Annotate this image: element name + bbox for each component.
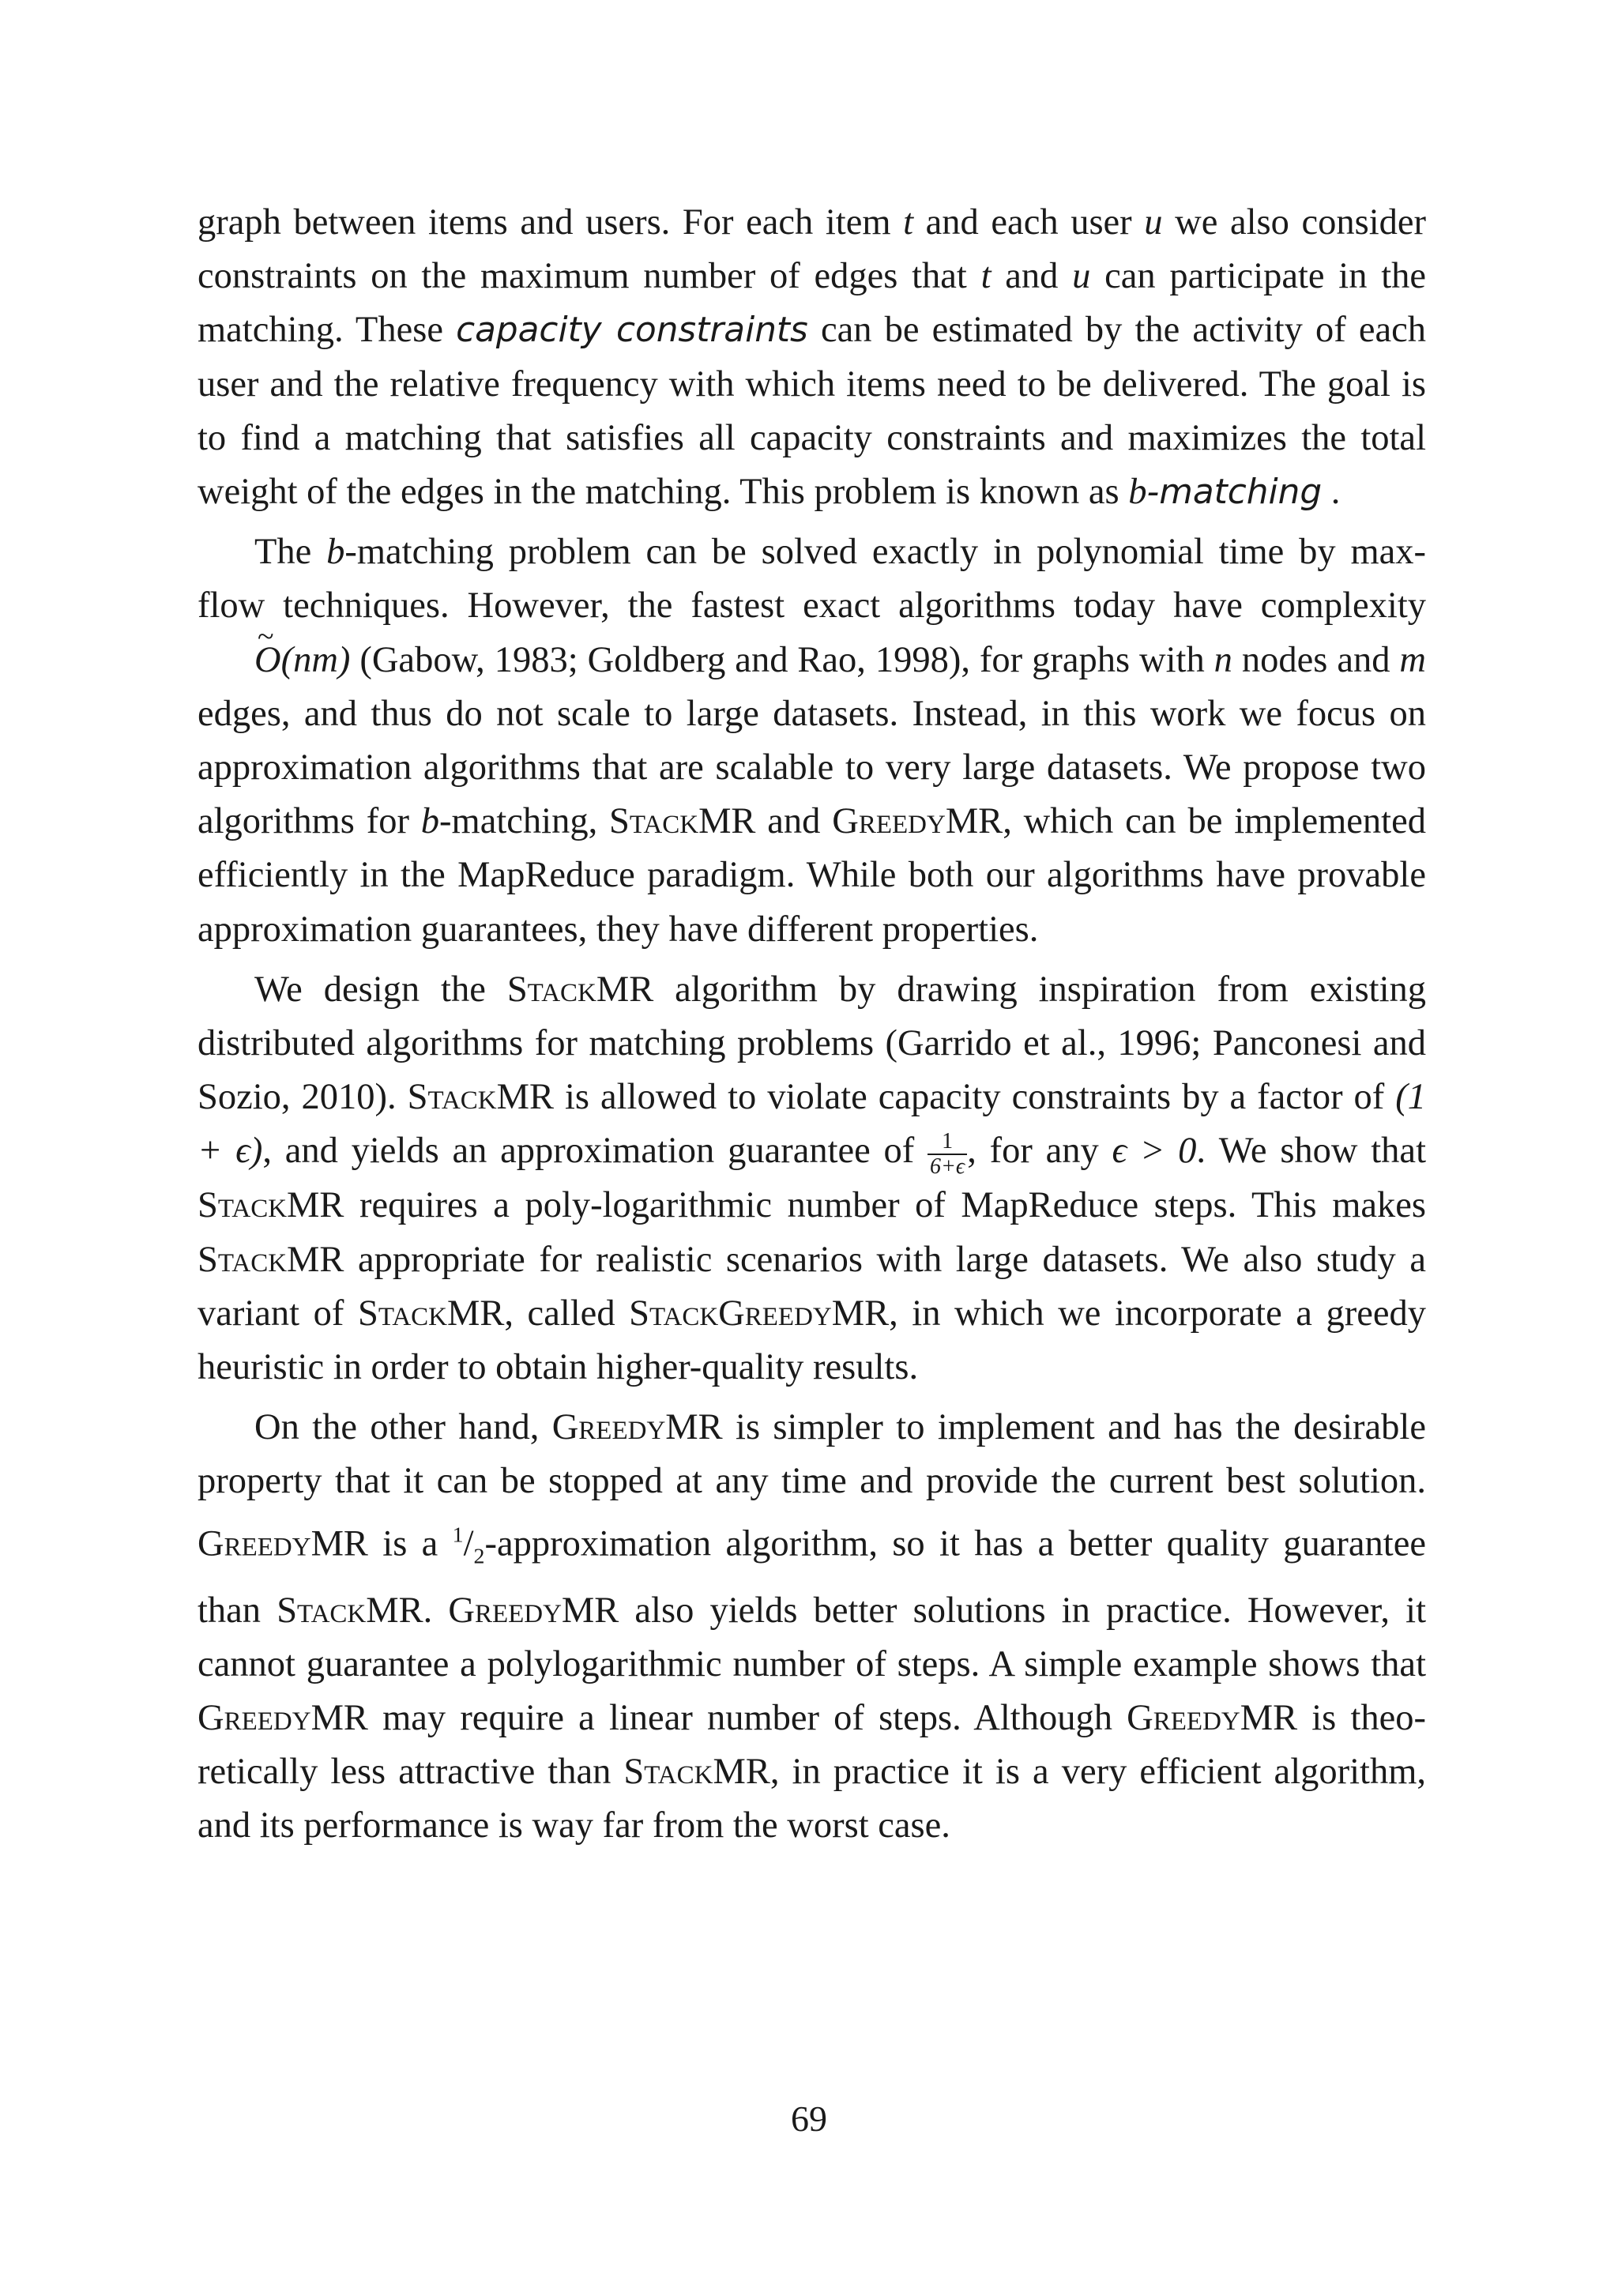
text-run: , and yields an approximation guarantee of (262, 1131, 928, 1172)
text-run: appropriate for realistic scenarios with large datasets. We also study a variant of (198, 1239, 1426, 1334)
text-run: and (755, 801, 833, 842)
half-denominator: 2 (473, 1544, 485, 1569)
text-run: , in which we incorporate a greedy heuristic in order to obtain higher-quality results. (198, 1293, 1426, 1388)
text-run: and (991, 256, 1073, 297)
algorithm-name: StackMR (357, 1293, 505, 1334)
text-run: requires a poly-logarithmic number of MapReduce steps. This makes (344, 1185, 1426, 1226)
math-variable: b (326, 532, 345, 573)
paragraph-4 (198, 1401, 1426, 1853)
math-variable: t (980, 256, 991, 297)
math-variable: t (903, 202, 914, 243)
text-run: (Gabow, 1983; Goldberg and Rao, 1998), for graphs with (350, 639, 1214, 680)
algorithm-name: GreedyMR (448, 1590, 619, 1631)
text-run: , in practice it is a very efficient algorithm, and its performance is way far from the worst case. (198, 1752, 1426, 1846)
fraction (928, 1130, 967, 1179)
text-run: On the other hand, (254, 1407, 552, 1448)
algorithm-name: StackMR (407, 1077, 555, 1118)
text-run: nodes and (1232, 639, 1400, 680)
text-run: We design the (254, 969, 507, 1010)
text-run: . We show that (1196, 1131, 1426, 1172)
text-run: is a (367, 1523, 453, 1564)
text-run: can participate in the matching. These (198, 256, 1427, 351)
text-run: edges, and thus do not scale to large datasets. Instead, in this work we focus on approximation algorithms that are scalable to very large datasets. We propose two algorithms for (198, 693, 1426, 842)
half-numerator: 1 (452, 1523, 464, 1548)
math-variable: b (1128, 472, 1147, 513)
math-variable: b (420, 801, 440, 842)
algorithm-name: GreedyMR (198, 1698, 368, 1739)
paragraph-2 (198, 525, 1426, 957)
algorithm-name: StackMR (609, 801, 756, 842)
math-expression: (1 + ϵ) (198, 1077, 1426, 1172)
text-run: , which can be implemented efficiently in the MapReduce paradigm. While both our algorithms have provable approximation guarantees, they have different properties. (198, 801, 1426, 950)
text-run: may require a linear number of steps. Although (367, 1698, 1127, 1739)
algorithm-name: GreedyMR (551, 1407, 723, 1448)
algorithm-name: GreedyMR (832, 801, 1003, 842)
text-run: -matching, (439, 801, 610, 842)
paragraph-3 (198, 963, 1426, 1395)
math-variable: n (1214, 639, 1232, 680)
emphasis-term: capacity constraints (456, 310, 808, 351)
text-run: is allowed to violate capacity constraints by a factor of (554, 1077, 1396, 1118)
text-run: -matching problem can be solved exactly in polynomial time by max-flow techniques. However, the fastest exact algorithms today have complexity (198, 532, 1427, 627)
text-run: is simpler to implement and has the desirable property that it can be stopped at any time and provide the current best solution. (198, 1407, 1426, 1502)
algorithm-name: GreedyMR (1127, 1698, 1298, 1739)
algorithm-name: StackMR (277, 1590, 423, 1631)
text-run: -approximation algorithm, so it has a better quality guarantee than (198, 1523, 1426, 1631)
fraction-denominator: 6+ϵ (930, 1154, 965, 1180)
text-run: algorithm by drawing inspiration from existing distributed algorithms for matching problems (Garrido et al., 1996; Panconesi and Sozio, 2010). (198, 969, 1426, 1118)
math-variable: m (1399, 639, 1426, 680)
page-body (198, 196, 1426, 1860)
math-variable: u (1144, 202, 1163, 243)
one-half-fraction: $^1/_2$ (452, 1523, 485, 1569)
text-run: The (254, 532, 327, 573)
math-expression: (nm) (280, 639, 351, 680)
math-expression: ϵ > 0 (1112, 1131, 1197, 1172)
text-run: also yields better solutions in practice. However, it cannot guarantee a polylogarithmic number of steps. A simple example shows that (198, 1590, 1426, 1684)
text-run: we also consider constraints on the maximum number of edges that (198, 202, 1427, 297)
math-big-o-tilde: O ~ (198, 634, 281, 687)
text-run: . (423, 1590, 449, 1631)
text-run: graph between items and users. For each item (198, 202, 904, 243)
text-run: and each user (913, 202, 1145, 243)
algorithm-name: GreedyMR (198, 1523, 368, 1564)
math-variable: u (1072, 256, 1091, 297)
text-run: is theoretically less attractive than (198, 1698, 1426, 1793)
text-run: can be estimated by the activity of each user and the relative frequency with which items need to be delivered. The goal is to find a matching that satisfies all capacity constraints and maximizes the total weight of the edges in the matching. This problem is known as (198, 310, 1426, 513)
algorithm-name: StackMR (623, 1752, 770, 1793)
text-run: , called (504, 1293, 630, 1334)
page-number: 69 (791, 2098, 827, 2139)
text-run: , for any (967, 1131, 1112, 1172)
paragraph-1 (198, 196, 1426, 519)
fraction-numerator: 1 (928, 1130, 967, 1155)
emphasis-term: -matching (1146, 472, 1323, 513)
algorithm-name: StackMR (198, 1239, 344, 1280)
algorithm-name: StackMR (198, 1185, 344, 1226)
algorithm-name: StackMR (506, 969, 654, 1010)
algorithm-name: StackGreedyMR (629, 1293, 890, 1334)
text-run: . (1322, 472, 1341, 513)
